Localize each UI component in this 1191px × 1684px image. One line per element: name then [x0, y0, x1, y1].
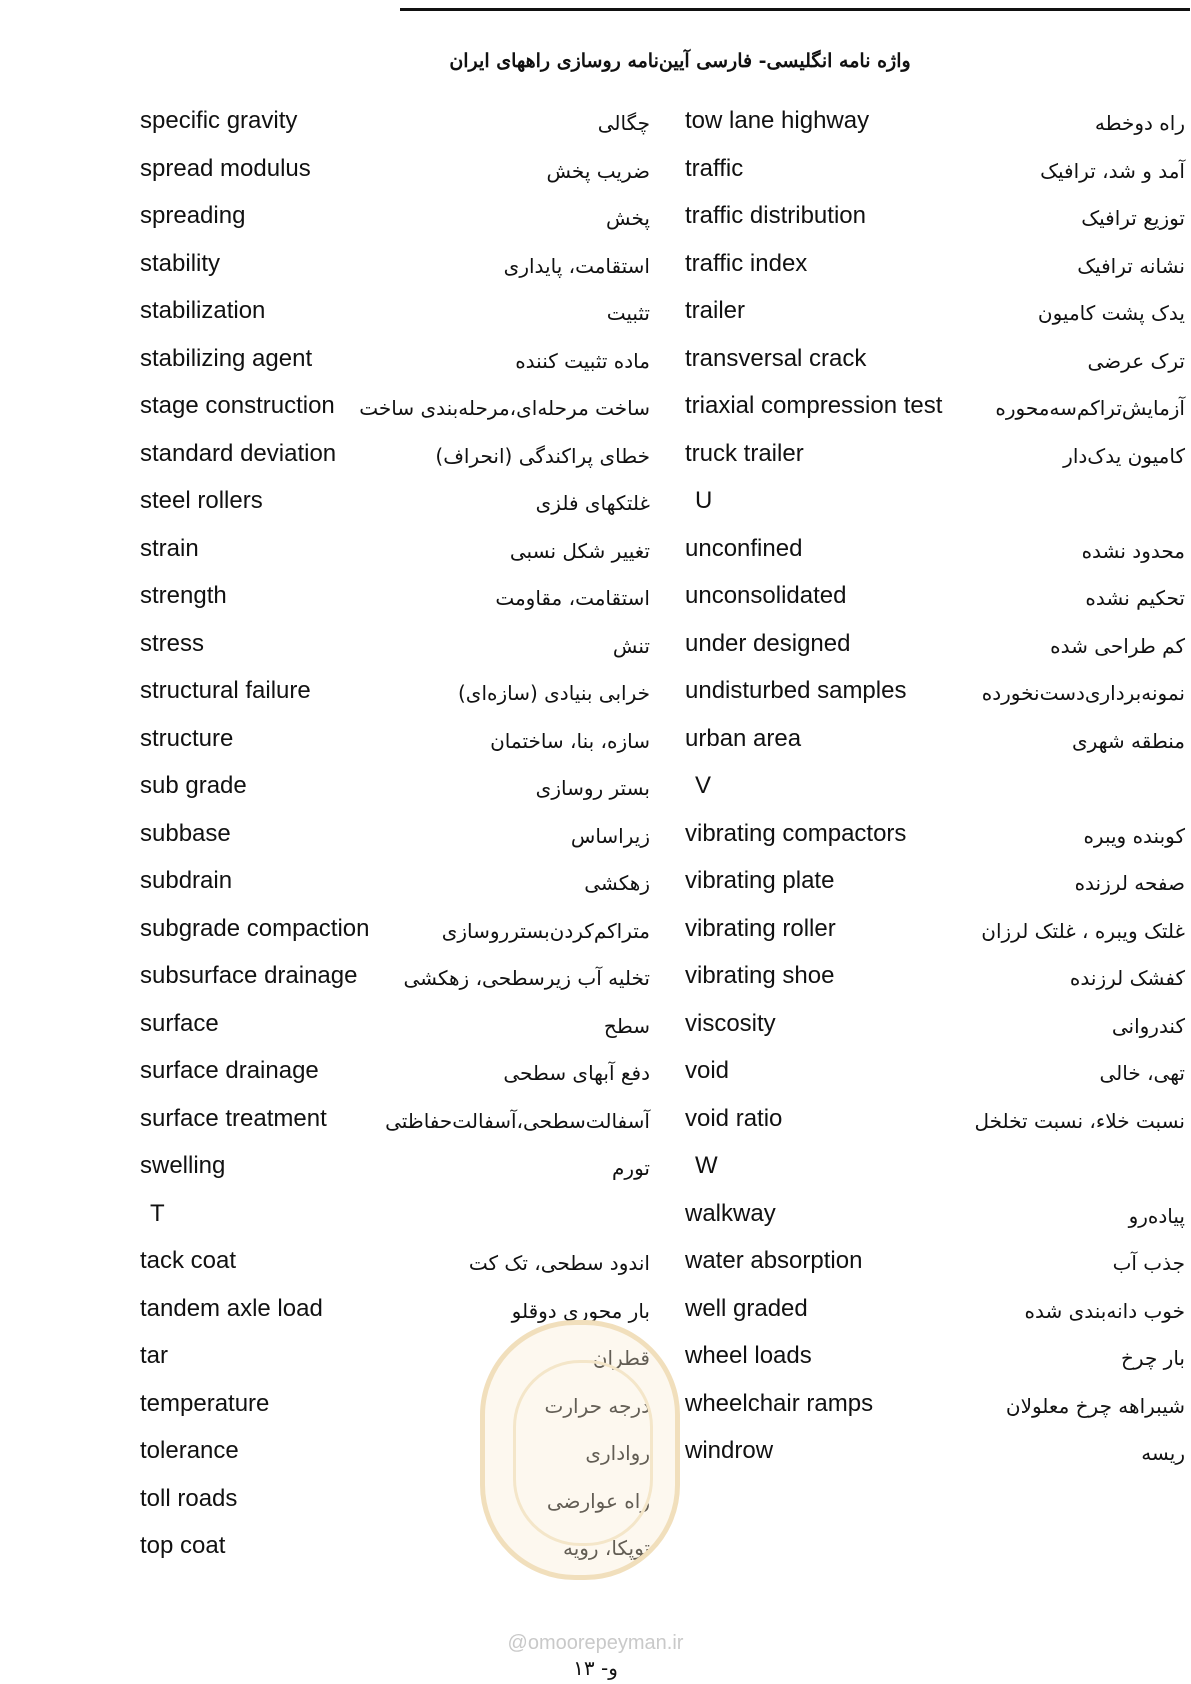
section-letter-row — [140, 1193, 650, 1241]
english-term: trailer — [685, 297, 746, 324]
persian-translation: راه دوخطه — [1094, 111, 1185, 135]
persian-translation: درجه حرارت — [544, 1393, 650, 1418]
english-term: vibrating compactors — [685, 819, 907, 847]
english-term: triaxial compression test — [685, 392, 943, 419]
glossary-entry — [140, 148, 650, 196]
glossary-entry — [685, 1003, 1185, 1051]
persian-translation: آزمایش‌تراکم‌سه‌محوره — [995, 396, 1185, 420]
persian-translation: دفع آبهای سطحی — [503, 1061, 650, 1085]
glossary-entry — [685, 955, 1185, 1003]
english-term: surface treatment — [140, 1104, 327, 1132]
persian-translation: نمونه‌برداری‌دست‌نخورده — [981, 681, 1185, 705]
glossary-entry — [685, 1430, 1185, 1478]
english-term: undisturbed samples — [685, 677, 907, 704]
persian-translation: غلتک ویبره ، غلتک لرزان — [981, 918, 1185, 943]
english-term: vibrating roller — [685, 914, 836, 942]
persian-translation: تثبیت — [606, 301, 650, 325]
persian-translation: جذب آب — [1112, 1251, 1185, 1275]
english-term: strain — [140, 534, 199, 562]
persian-translation: متراکم‌کردن‌بستر‌روسازی — [441, 918, 650, 943]
persian-translation: نشانه ترافیک — [1077, 253, 1185, 278]
persian-translation: سطح — [603, 1013, 650, 1038]
persian-translation: ساخت مرحله‌ای،مرحله‌بندی ساخت — [359, 396, 650, 420]
glossary-entry — [140, 1098, 650, 1146]
glossary-entry — [685, 1288, 1185, 1336]
english-term: subdrain — [140, 867, 233, 894]
section-letter: W — [695, 1152, 718, 1179]
english-term: void — [685, 1057, 730, 1084]
persian-translation: خرابی بنیادی (سازه‌ای) — [457, 681, 650, 705]
persian-translation: ضریب پخش — [546, 158, 650, 183]
glossary-entry — [140, 385, 650, 433]
english-term: toll roads — [140, 1484, 238, 1512]
section-letter: U — [695, 487, 713, 514]
persian-translation: تورم — [612, 1156, 650, 1180]
persian-translation: زهکشی — [584, 871, 650, 895]
glossary-entry — [685, 1383, 1185, 1431]
section-letter: V — [695, 772, 712, 799]
glossary-entry — [685, 1098, 1185, 1146]
glossary-entry — [140, 1003, 650, 1051]
glossary-entry — [685, 290, 1185, 338]
english-term: vibrating plate — [685, 867, 835, 894]
english-term: sub grade — [140, 772, 247, 799]
glossary-entry — [685, 1193, 1185, 1241]
english-term: viscosity — [685, 1009, 776, 1037]
persian-translation: بار چرخ — [1121, 1346, 1185, 1370]
persian-translation: تغییر شکل نسبی — [509, 538, 650, 563]
english-term: stage construction — [140, 392, 335, 419]
seal-inner-ring — [513, 1360, 653, 1546]
english-term: traffic — [685, 154, 744, 182]
persian-translation: ماده تثبیت کننده — [515, 348, 650, 373]
glossary-entry — [140, 765, 650, 813]
persian-translation: خطای پراکندگی (انحراف) — [435, 443, 650, 468]
english-term: structure — [140, 724, 234, 752]
persian-translation: پیاده‌رو — [1128, 1203, 1185, 1228]
glossary-entry — [685, 100, 1185, 148]
persian-translation: صفحه لرزنده — [1074, 871, 1185, 895]
glossary-entry — [685, 623, 1185, 671]
glossary-entry — [140, 290, 650, 338]
glossary-entry — [685, 195, 1185, 243]
english-term: unconsolidated — [685, 582, 847, 609]
english-term: water absorption — [685, 1247, 863, 1274]
persian-translation: راه عوارضی — [546, 1488, 650, 1513]
english-term: tow lane highway — [685, 107, 870, 134]
persian-translation: کم طراحی شده — [1050, 633, 1185, 658]
glossary-entry — [140, 195, 650, 243]
glossary-entry — [140, 528, 650, 576]
persian-translation: خوب دانه‌بندی شده — [1024, 1298, 1185, 1323]
persian-translation: اندود سطحی، تک کت — [468, 1251, 650, 1275]
english-term: top coat — [140, 1532, 226, 1559]
glossary-entry — [140, 670, 650, 718]
persian-translation: تهی، خالی — [1099, 1061, 1185, 1085]
english-term: vibrating shoe — [685, 962, 835, 989]
persian-translation: آسفالت‌سطحی،آسفالت‌حفاظتی — [385, 1108, 650, 1133]
persian-translation: بار محوری دوقلو — [511, 1298, 650, 1323]
persian-translation: یدک پشت کامیون — [1037, 301, 1185, 325]
persian-translation: توزیع ترافیک — [1081, 206, 1185, 230]
persian-translation: کندروانی — [1111, 1013, 1185, 1038]
top-rule — [400, 8, 1190, 11]
english-term: tandem axle load — [140, 1294, 323, 1322]
glossary-entry — [140, 338, 650, 386]
glossary-entry — [140, 100, 650, 148]
persian-translation: محدود نشده — [1081, 538, 1185, 563]
persian-translation: شیبراهه چرخ معلولان — [1005, 1393, 1185, 1418]
glossary-entry — [140, 480, 650, 528]
english-term: surface drainage — [140, 1057, 319, 1084]
english-term: well graded — [685, 1294, 808, 1322]
glossary-entry — [685, 1240, 1185, 1288]
english-term: subbase — [140, 819, 231, 847]
english-term: stabilizing agent — [140, 344, 313, 372]
glossary-entry — [140, 623, 650, 671]
persian-translation: استقامت، مقاومت — [495, 586, 650, 610]
english-term: under designed — [685, 629, 851, 657]
english-term: windrow — [685, 1437, 774, 1464]
site-watermark: @omoorepeyman.ir — [507, 1632, 684, 1654]
english-term: steel rollers — [140, 487, 263, 514]
english-term: traffic distribution — [685, 202, 866, 229]
glossary-entry — [140, 955, 650, 1003]
english-term: transversal crack — [685, 344, 867, 372]
glossary-entry — [140, 718, 650, 766]
persian-translation: چگالی — [597, 111, 650, 135]
english-term: wheel loads — [685, 1342, 812, 1369]
english-term: tolerance — [140, 1437, 239, 1464]
english-term: tar — [140, 1342, 169, 1369]
glossary-entry — [140, 1050, 650, 1098]
glossary-entry — [140, 1240, 650, 1288]
glossary-entry — [140, 908, 650, 956]
glossary-entry — [140, 433, 650, 481]
section-letter: T — [150, 1199, 165, 1227]
english-term: subgrade compaction — [140, 914, 370, 942]
glossary-entry — [140, 860, 650, 908]
english-term: truck trailer — [685, 439, 804, 467]
english-term: unconfined — [685, 534, 803, 562]
persian-translation: ترک عرضی — [1087, 348, 1185, 373]
persian-translation: تنش — [612, 633, 650, 658]
persian-translation: نسبت خلاء، نسبت تخلخل — [974, 1108, 1185, 1133]
persian-translation: تحکیم نشده — [1085, 586, 1185, 610]
english-term: spread modulus — [140, 154, 311, 182]
english-term: stabilization — [140, 297, 266, 324]
persian-translation: ریسه — [1141, 1441, 1185, 1465]
glossary-entry — [685, 528, 1185, 576]
english-term: strength — [140, 582, 227, 609]
english-term: tack coat — [140, 1247, 237, 1274]
section-letter-row — [685, 1145, 1185, 1193]
glossary-entry — [685, 1050, 1185, 1098]
glossary-entry — [685, 433, 1185, 481]
glossary-entry — [685, 148, 1185, 196]
glossary-entry — [685, 575, 1185, 623]
english-term: surface — [140, 1009, 219, 1037]
persian-translation: غلتکهای فلزی — [535, 491, 650, 515]
english-term: stability — [140, 249, 221, 277]
persian-translation: سازه، بنا، ساختمان — [490, 728, 650, 753]
glossary-entry — [685, 860, 1185, 908]
persian-translation: استقامت، پایداری — [503, 253, 650, 278]
persian-translation: کوبنده ویبره — [1083, 823, 1185, 848]
glossary-entry — [685, 385, 1185, 433]
english-term: spreading — [140, 202, 246, 229]
glossary-entry — [685, 908, 1185, 956]
glossary-entry — [685, 338, 1185, 386]
glossary-entry — [685, 243, 1185, 291]
persian-translation: منطقه شهری — [1071, 728, 1185, 753]
persian-translation: بستر روسازی — [535, 776, 650, 800]
persian-translation: آمد و شد، ترافیک — [1040, 158, 1185, 183]
persian-translation: قطران — [592, 1346, 650, 1370]
persian-translation: توپکا، رویه — [562, 1536, 650, 1560]
english-term: standard deviation — [140, 439, 337, 467]
glossary-entry — [140, 575, 650, 623]
english-term: structural failure — [140, 677, 311, 704]
english-term: wheelchair ramps — [685, 1389, 874, 1417]
publisher-seal-watermark — [480, 1320, 680, 1580]
glossary-entry — [140, 813, 650, 861]
section-letter-row — [685, 480, 1185, 528]
english-term: swelling — [140, 1152, 226, 1179]
page-header: واژه نامه انگلیسی- فارسی آیین‌نامه روسازی راههای ایران — [449, 50, 911, 72]
glossary-entry — [685, 1335, 1185, 1383]
persian-translation: کامیون یدک‌دار — [1063, 443, 1185, 468]
glossary-entry — [685, 718, 1185, 766]
glossary-entry — [685, 813, 1185, 861]
persian-translation: پخش — [606, 206, 650, 230]
persian-translation: تخلیه آب زیرسطحی، زهکشی — [403, 966, 650, 990]
glossary-column-right — [685, 100, 1185, 1478]
glossary-entry — [685, 670, 1185, 718]
glossary-entry — [140, 243, 650, 291]
section-letter-row — [685, 765, 1185, 813]
english-term: subsurface drainage — [140, 962, 358, 989]
english-term: traffic index — [685, 249, 808, 277]
english-term: specific gravity — [140, 107, 298, 134]
page-number: و- ۱۳ — [573, 1656, 618, 1680]
english-term: walkway — [685, 1199, 776, 1227]
english-term: stress — [140, 629, 205, 657]
persian-translation: رواداری — [585, 1441, 650, 1465]
glossary-entry — [140, 1145, 650, 1193]
english-term: urban area — [685, 724, 802, 752]
persian-translation: زیراساس — [570, 823, 650, 848]
english-term: temperature — [140, 1389, 270, 1417]
persian-translation: کفشک لرزنده — [1069, 966, 1185, 990]
english-term: void ratio — [685, 1104, 783, 1132]
